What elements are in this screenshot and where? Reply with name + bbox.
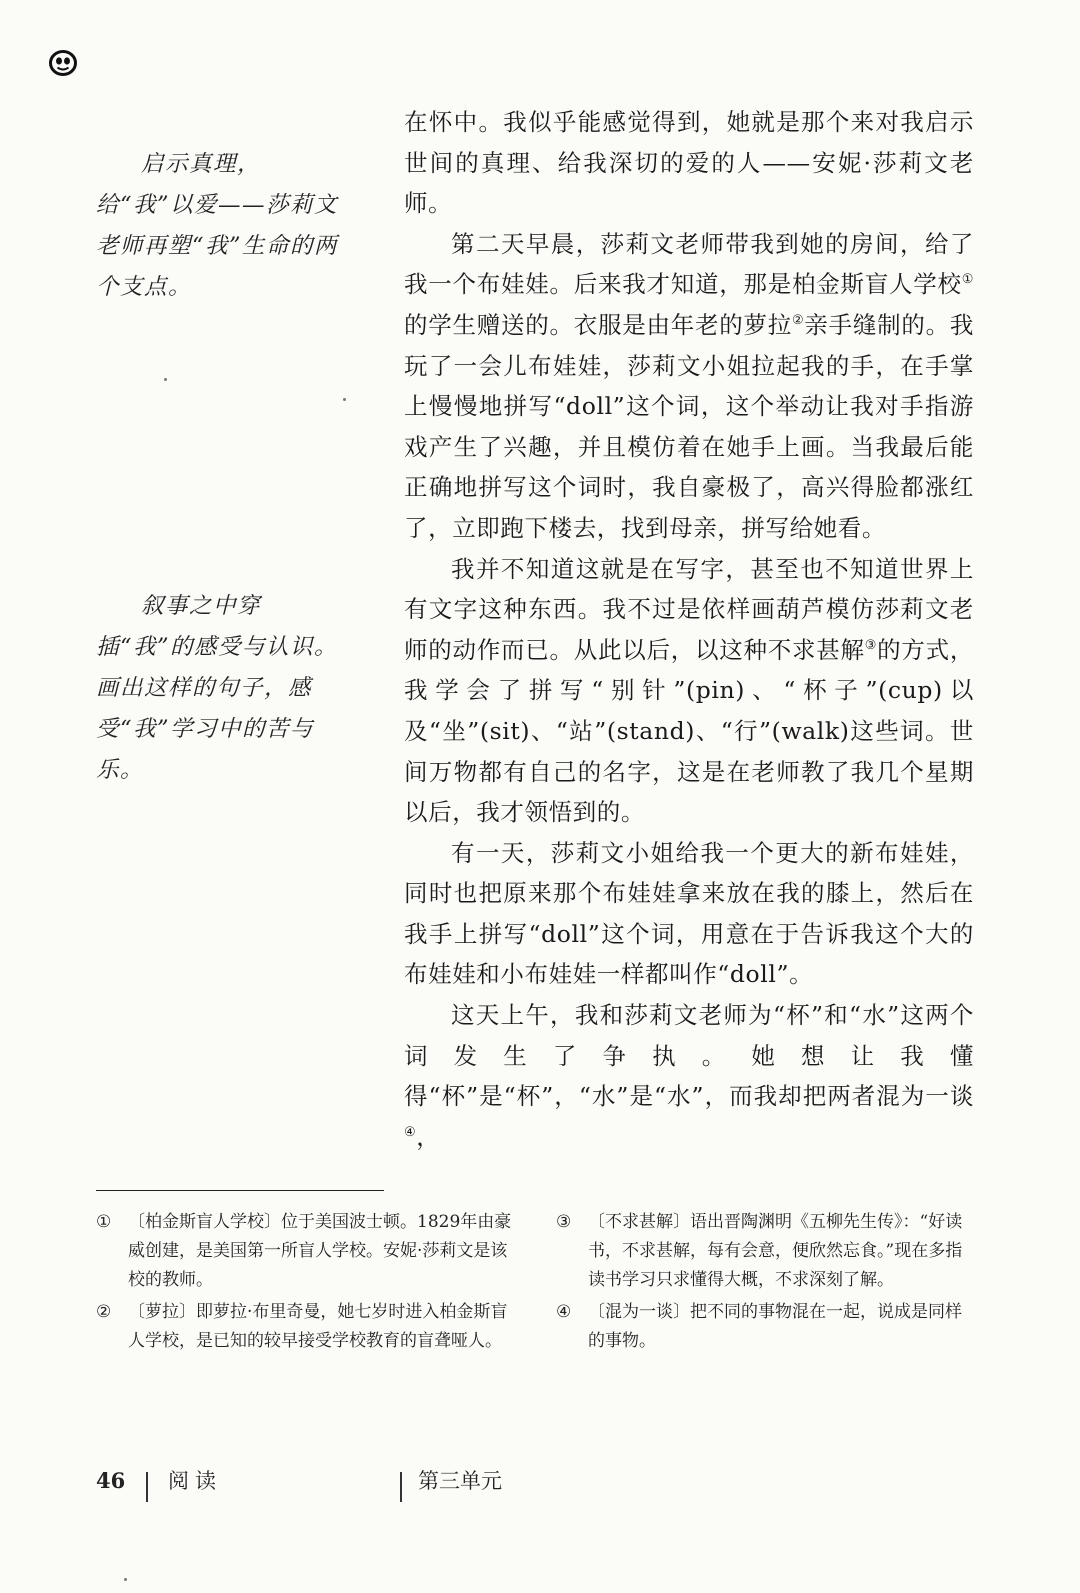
- page-number: 46: [96, 1468, 126, 1493]
- footnote-mark: ③: [556, 1212, 572, 1232]
- paragraph-5: [404, 995, 974, 1157]
- paragraph-2: [404, 224, 974, 549]
- text-run: 的学生赠送的。衣服是由年老的萝拉: [404, 310, 792, 339]
- text-run: ，: [416, 1122, 441, 1151]
- footnote-mark: ②: [96, 1302, 112, 1322]
- margin-annotation-2: [96, 586, 346, 791]
- paragraph-1: 在怀中。我似乎能感觉得到，她就是那个来对我启示世间的真理、给我深切的爱的人——安妮·莎莉文老师。: [404, 108, 974, 218]
- footnote-3: [556, 1208, 972, 1295]
- footnotes-right-column: [556, 1208, 972, 1359]
- smiley-face-icon: [48, 48, 78, 78]
- footnote-mark: ①: [96, 1212, 112, 1232]
- footnote-2: [96, 1298, 516, 1356]
- footnote-text: 〔萝拉〕即萝拉·布里奇曼，她七岁时进入柏金斯盲人学校，是已知的较早接受学校教育的盲聋哑人。: [128, 1302, 508, 1351]
- scan-speck: [343, 398, 346, 401]
- scan-speck: [124, 1578, 127, 1581]
- footnote-divider: [96, 1190, 384, 1191]
- footnote-text: 〔不求甚解〕语出晋陶渊明《五柳先生传》：“好读书，不求甚解，每有会意，便欣然忘食。”现在多指读书学习只求懂得大概，不求深刻了解。: [588, 1212, 963, 1290]
- unit-name: 第三单元: [418, 1469, 502, 1493]
- text-run: 我并不知道这就是在写字，甚至也不知道世界上有文字这种东西。我不过是依样画葫芦模仿莎莉文老师的动作而已。从此以后，以这种不求甚解: [404, 554, 974, 664]
- annotation-text: 启示真理，给“我”以爱——莎莉文老师再塑“我”生命的两个支点。: [96, 151, 339, 300]
- footnote-mark: ④: [556, 1302, 572, 1322]
- text-run: 第二天早晨，莎莉文老师带我到她的房间，给了我一个布娃娃。后来我才知道，那是柏金斯盲人学校: [404, 229, 974, 299]
- section-name: 阅读: [168, 1469, 222, 1493]
- footnote-ref-3: ③: [864, 637, 878, 653]
- scan-speck: [164, 378, 167, 381]
- footnotes-left-column: [96, 1208, 516, 1359]
- margin-annotation-1: [96, 144, 346, 308]
- footnote-text: 〔混为一谈〕把不同的事物混在一起，说成是同样的事物。: [588, 1302, 962, 1351]
- footnote-1: [96, 1208, 516, 1295]
- footer-divider: [146, 1472, 148, 1502]
- footnote-text: 〔柏金斯盲人学校〕位于美国波士顿。1829年由豪威创建，是美国第一所盲人学校。安妮·莎莉文是该校的教师。: [128, 1212, 512, 1290]
- annotation-text: 叙事之中穿插“我”的感受与认识。画出这样的句子，感受“我”学习中的苦与乐。: [96, 593, 339, 783]
- text-run: 这天上午，我和莎莉文老师为“杯”和“水”这两个词发生了争执。她想让我懂得“杯”是“杯”，“水”是“水”，而我却把两者混为一谈: [404, 1001, 974, 1111]
- text-run: 的方式，我学会了拼写“别针”(pin)、“杯子”(cup)以及“坐”(sit)、“站”(stand)、“行”(walk)这些词。世间万物都有自己的名字，这是在老师教了我几个星期以后，我才领悟到的。: [404, 635, 974, 827]
- footnote-ref-2: ②: [791, 313, 805, 329]
- paragraph-3: [404, 549, 974, 833]
- footnote-ref-1: ①: [961, 272, 974, 288]
- footnote-ref-4: ④: [404, 1125, 417, 1141]
- main-text: [404, 102, 974, 1157]
- paragraph-4: 有一天，莎莉文小姐给我一个更大的新布娃娃，同时也把原来那个布娃娃拿来放在我的膝上，然后在我手上拼写“doll”这个词，用意在于告诉我这个大的布娃娃和小布娃娃一样都叫作“doll”。: [404, 838, 974, 989]
- footer-divider: [400, 1472, 402, 1502]
- text-run: 亲手缝制的。我玩了一会儿布娃娃，莎莉文小姐拉起我的手，在手掌上慢慢地拼写“doll”这个词，这个举动让我对手指游戏产生了兴趣，并且模仿着在她手上画。当我最后能正确地拼写这个词时，我自豪极了，高兴得脸都涨红了，立即跑下楼去，找到母亲，拼写给她看。: [404, 310, 974, 542]
- footnote-4: [556, 1298, 972, 1356]
